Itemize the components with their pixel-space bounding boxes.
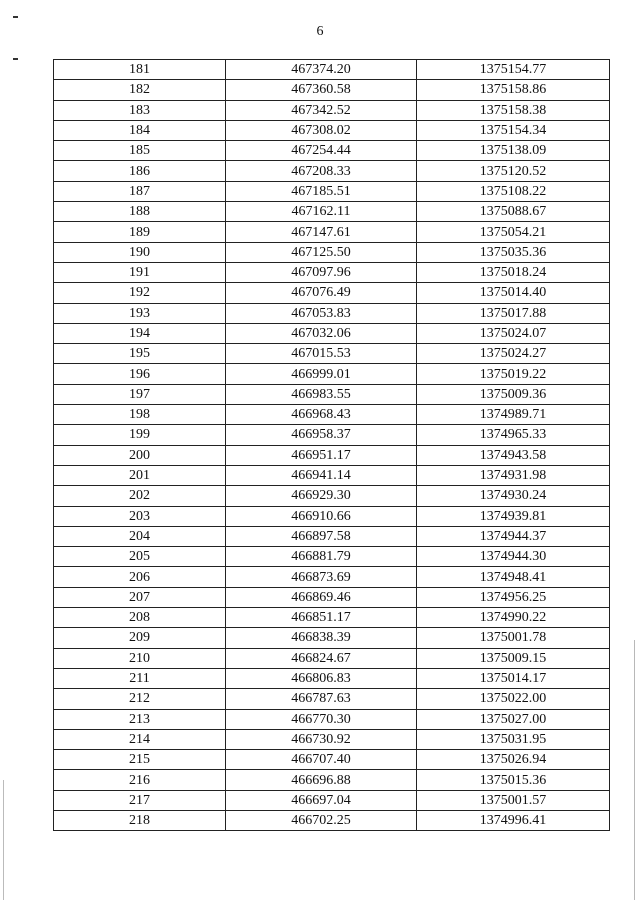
x-coordinate-cell: 467015.53 bbox=[226, 344, 417, 364]
y-coordinate-cell: 1375154.34 bbox=[417, 120, 610, 140]
point-number-cell: 198 bbox=[54, 405, 226, 425]
point-number-cell: 190 bbox=[54, 242, 226, 262]
y-coordinate-cell: 1374931.98 bbox=[417, 465, 610, 485]
table-row bbox=[54, 445, 610, 465]
table-row bbox=[54, 689, 610, 709]
point-number-cell: 206 bbox=[54, 567, 226, 587]
x-coordinate-cell: 466770.30 bbox=[226, 709, 417, 729]
point-number-cell: 214 bbox=[54, 729, 226, 749]
y-coordinate-cell: 1375015.36 bbox=[417, 770, 610, 790]
point-number-cell: 205 bbox=[54, 547, 226, 567]
x-coordinate-cell: 466897.58 bbox=[226, 526, 417, 546]
point-number-cell: 186 bbox=[54, 161, 226, 181]
x-coordinate-cell: 466851.17 bbox=[226, 608, 417, 628]
page-number: 6 bbox=[316, 24, 324, 39]
table-row bbox=[54, 344, 610, 364]
x-coordinate-cell: 466702.25 bbox=[226, 810, 417, 830]
y-coordinate-cell: 1375024.07 bbox=[417, 323, 610, 343]
x-coordinate-cell: 466881.79 bbox=[226, 547, 417, 567]
y-coordinate-cell: 1375001.78 bbox=[417, 628, 610, 648]
x-coordinate-cell: 466696.88 bbox=[226, 770, 417, 790]
y-coordinate-cell: 1375035.36 bbox=[417, 242, 610, 262]
point-number-cell: 201 bbox=[54, 465, 226, 485]
scan-edge bbox=[3, 780, 4, 900]
x-coordinate-cell: 467076.49 bbox=[226, 283, 417, 303]
y-coordinate-cell: 1375158.86 bbox=[417, 80, 610, 100]
point-number-cell: 204 bbox=[54, 526, 226, 546]
y-coordinate-cell: 1375009.15 bbox=[417, 648, 610, 668]
point-number-cell: 193 bbox=[54, 303, 226, 323]
y-coordinate-cell: 1375027.00 bbox=[417, 709, 610, 729]
y-coordinate-cell: 1374944.37 bbox=[417, 526, 610, 546]
x-coordinate-cell: 466983.55 bbox=[226, 384, 417, 404]
x-coordinate-cell: 467147.61 bbox=[226, 222, 417, 242]
table-row bbox=[54, 262, 610, 282]
point-number-cell: 197 bbox=[54, 384, 226, 404]
x-coordinate-cell: 466941.14 bbox=[226, 465, 417, 485]
table-row bbox=[54, 506, 610, 526]
x-coordinate-cell: 467032.06 bbox=[226, 323, 417, 343]
y-coordinate-cell: 1375026.94 bbox=[417, 750, 610, 770]
x-coordinate-cell: 467342.52 bbox=[226, 100, 417, 120]
y-coordinate-cell: 1375031.95 bbox=[417, 729, 610, 749]
x-coordinate-cell: 466730.92 bbox=[226, 729, 417, 749]
x-coordinate-cell: 466869.46 bbox=[226, 587, 417, 607]
point-number-cell: 189 bbox=[54, 222, 226, 242]
table-row bbox=[54, 770, 610, 790]
x-coordinate-cell: 466951.17 bbox=[226, 445, 417, 465]
y-coordinate-cell: 1375138.09 bbox=[417, 141, 610, 161]
table-row bbox=[54, 405, 610, 425]
coordinates-table-body bbox=[54, 60, 610, 831]
point-number-cell: 194 bbox=[54, 323, 226, 343]
x-coordinate-cell: 467308.02 bbox=[226, 120, 417, 140]
table-row bbox=[54, 100, 610, 120]
point-number-cell: 209 bbox=[54, 628, 226, 648]
x-coordinate-cell: 466838.39 bbox=[226, 628, 417, 648]
y-coordinate-cell: 1375108.22 bbox=[417, 181, 610, 201]
y-coordinate-cell: 1375009.36 bbox=[417, 384, 610, 404]
point-number-cell: 218 bbox=[54, 810, 226, 830]
point-number-cell: 187 bbox=[54, 181, 226, 201]
x-coordinate-cell: 467360.58 bbox=[226, 80, 417, 100]
point-number-cell: 217 bbox=[54, 790, 226, 810]
coordinates-table bbox=[53, 59, 610, 831]
point-number-cell: 185 bbox=[54, 141, 226, 161]
x-coordinate-cell: 467125.50 bbox=[226, 242, 417, 262]
point-number-cell: 210 bbox=[54, 648, 226, 668]
point-number-cell: 192 bbox=[54, 283, 226, 303]
point-number-cell: 191 bbox=[54, 262, 226, 282]
y-coordinate-cell: 1375158.38 bbox=[417, 100, 610, 120]
x-coordinate-cell: 466787.63 bbox=[226, 689, 417, 709]
y-coordinate-cell: 1374956.25 bbox=[417, 587, 610, 607]
point-number-cell: 211 bbox=[54, 668, 226, 688]
table-row bbox=[54, 283, 610, 303]
table-row bbox=[54, 222, 610, 242]
y-coordinate-cell: 1374990.22 bbox=[417, 608, 610, 628]
table-row bbox=[54, 161, 610, 181]
y-coordinate-cell: 1374965.33 bbox=[417, 425, 610, 445]
table-row bbox=[54, 648, 610, 668]
point-number-cell: 212 bbox=[54, 689, 226, 709]
y-coordinate-cell: 1375024.27 bbox=[417, 344, 610, 364]
x-coordinate-cell: 467208.33 bbox=[226, 161, 417, 181]
y-coordinate-cell: 1374944.30 bbox=[417, 547, 610, 567]
table-row bbox=[54, 60, 610, 80]
point-number-cell: 208 bbox=[54, 608, 226, 628]
x-coordinate-cell: 467374.20 bbox=[226, 60, 417, 80]
table-row bbox=[54, 80, 610, 100]
y-coordinate-cell: 1375054.21 bbox=[417, 222, 610, 242]
point-number-cell: 216 bbox=[54, 770, 226, 790]
table-row bbox=[54, 141, 610, 161]
table-row bbox=[54, 790, 610, 810]
scan-edge bbox=[634, 640, 638, 900]
x-coordinate-cell: 467254.44 bbox=[226, 141, 417, 161]
table-row bbox=[54, 384, 610, 404]
x-coordinate-cell: 466824.67 bbox=[226, 648, 417, 668]
table-row bbox=[54, 242, 610, 262]
y-coordinate-cell: 1375014.40 bbox=[417, 283, 610, 303]
y-coordinate-cell: 1375088.67 bbox=[417, 202, 610, 222]
point-number-cell: 188 bbox=[54, 202, 226, 222]
table-row bbox=[54, 628, 610, 648]
x-coordinate-cell: 466697.04 bbox=[226, 790, 417, 810]
table-row bbox=[54, 303, 610, 323]
table-row bbox=[54, 425, 610, 445]
x-coordinate-cell: 466999.01 bbox=[226, 364, 417, 384]
point-number-cell: 181 bbox=[54, 60, 226, 80]
x-coordinate-cell: 466873.69 bbox=[226, 567, 417, 587]
y-coordinate-cell: 1374948.41 bbox=[417, 567, 610, 587]
table-row bbox=[54, 750, 610, 770]
y-coordinate-cell: 1374930.24 bbox=[417, 486, 610, 506]
table-row bbox=[54, 668, 610, 688]
y-coordinate-cell: 1375154.77 bbox=[417, 60, 610, 80]
x-coordinate-cell: 466806.83 bbox=[226, 668, 417, 688]
x-coordinate-cell: 466929.30 bbox=[226, 486, 417, 506]
x-coordinate-cell: 466910.66 bbox=[226, 506, 417, 526]
table-row bbox=[54, 181, 610, 201]
x-coordinate-cell: 467185.51 bbox=[226, 181, 417, 201]
y-coordinate-cell: 1375019.22 bbox=[417, 364, 610, 384]
point-number-cell: 199 bbox=[54, 425, 226, 445]
point-number-cell: 184 bbox=[54, 120, 226, 140]
point-number-cell: 203 bbox=[54, 506, 226, 526]
table-row bbox=[54, 547, 610, 567]
y-coordinate-cell: 1375017.88 bbox=[417, 303, 610, 323]
x-coordinate-cell: 467053.83 bbox=[226, 303, 417, 323]
y-coordinate-cell: 1375120.52 bbox=[417, 161, 610, 181]
table-row bbox=[54, 608, 610, 628]
y-coordinate-cell: 1375001.57 bbox=[417, 790, 610, 810]
point-number-cell: 213 bbox=[54, 709, 226, 729]
point-number-cell: 200 bbox=[54, 445, 226, 465]
table-row bbox=[54, 587, 610, 607]
x-coordinate-cell: 466707.40 bbox=[226, 750, 417, 770]
y-coordinate-cell: 1375018.24 bbox=[417, 262, 610, 282]
table-row bbox=[54, 729, 610, 749]
table-row bbox=[54, 120, 610, 140]
table-row bbox=[54, 709, 610, 729]
table-row bbox=[54, 567, 610, 587]
point-number-cell: 196 bbox=[54, 364, 226, 384]
point-number-cell: 195 bbox=[54, 344, 226, 364]
table-row bbox=[54, 465, 610, 485]
table-row bbox=[54, 323, 610, 343]
point-number-cell: 183 bbox=[54, 100, 226, 120]
point-number-cell: 182 bbox=[54, 80, 226, 100]
y-coordinate-cell: 1374943.58 bbox=[417, 445, 610, 465]
point-number-cell: 215 bbox=[54, 750, 226, 770]
table-row bbox=[54, 486, 610, 506]
table-row bbox=[54, 810, 610, 830]
y-coordinate-cell: 1374939.81 bbox=[417, 506, 610, 526]
table-row bbox=[54, 526, 610, 546]
x-coordinate-cell: 467162.11 bbox=[226, 202, 417, 222]
margin-mark bbox=[13, 58, 18, 60]
x-coordinate-cell: 467097.96 bbox=[226, 262, 417, 282]
point-number-cell: 202 bbox=[54, 486, 226, 506]
x-coordinate-cell: 466968.43 bbox=[226, 405, 417, 425]
y-coordinate-cell: 1374989.71 bbox=[417, 405, 610, 425]
y-coordinate-cell: 1374996.41 bbox=[417, 810, 610, 830]
x-coordinate-cell: 466958.37 bbox=[226, 425, 417, 445]
y-coordinate-cell: 1375022.00 bbox=[417, 689, 610, 709]
point-number-cell: 207 bbox=[54, 587, 226, 607]
table-row bbox=[54, 202, 610, 222]
margin-mark bbox=[13, 16, 18, 18]
table-row bbox=[54, 364, 610, 384]
y-coordinate-cell: 1375014.17 bbox=[417, 668, 610, 688]
